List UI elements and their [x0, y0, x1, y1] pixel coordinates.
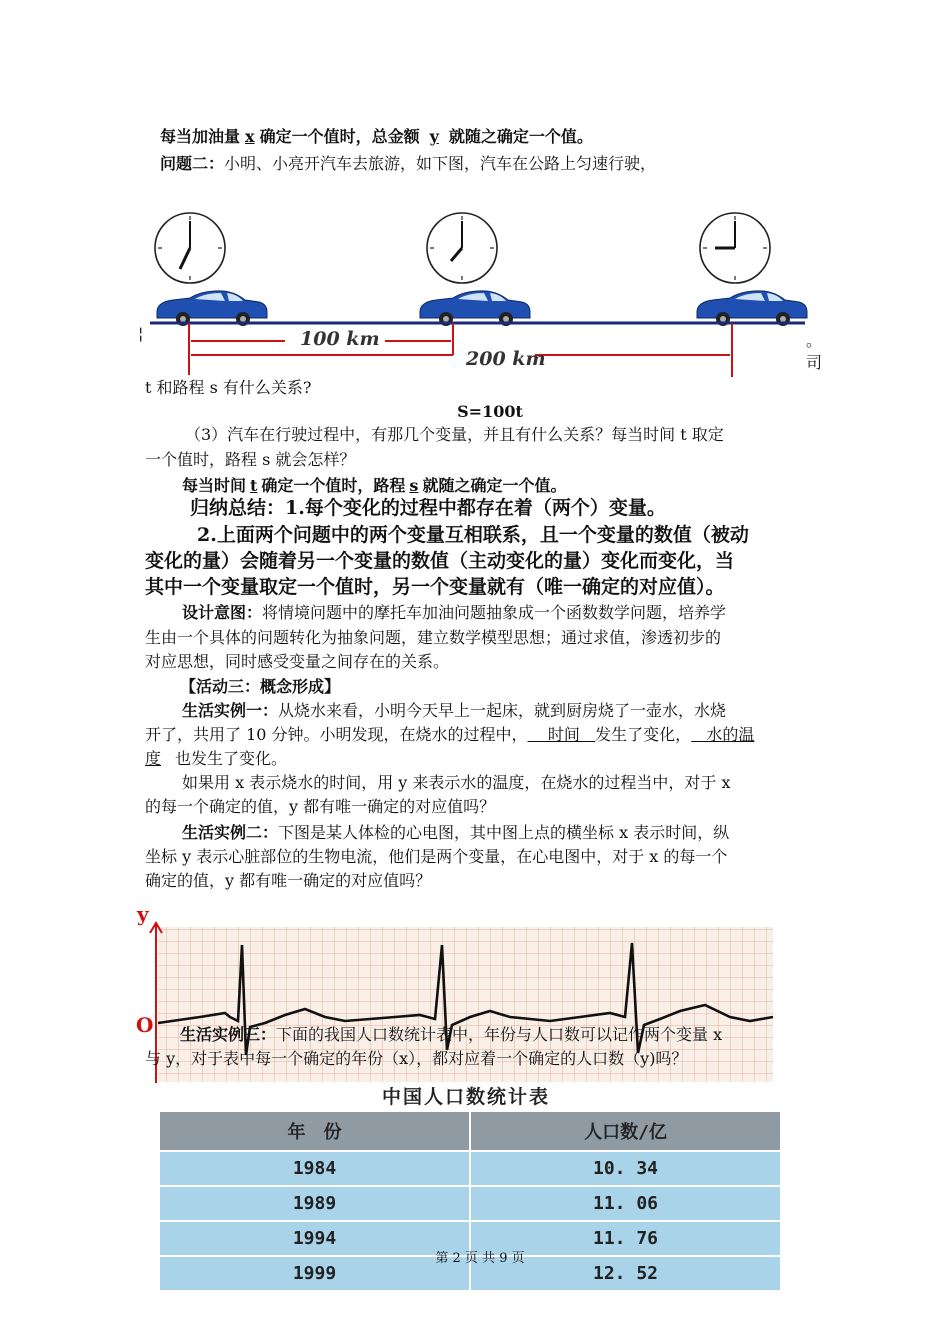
- y-axis-label: y: [137, 902, 149, 926]
- example1-line4: 如果用 x 表示烧水的时间，用 y 来表示水的温度，在烧水的过程当中，对于 x: [182, 773, 731, 792]
- question-three-line2: 一个值时，路程 s 就会怎样？: [145, 450, 356, 469]
- distance-200km: 200 km: [466, 348, 546, 370]
- example2-line1: [182, 822, 862, 844]
- example2-line3: 确定的值，y 都有唯一确定的对应值吗？: [145, 871, 432, 890]
- distance-100km: 100 km: [300, 328, 380, 350]
- table-cell: 1984: [160, 1152, 469, 1185]
- summary-line3: 变化的量）会随着另一个变量的数值（主动变化的量）变化而变化，当: [145, 550, 735, 572]
- table-cell: 11. 06: [471, 1187, 780, 1220]
- time-sentence: [182, 475, 862, 497]
- blank-temperature: 度: [145, 749, 162, 768]
- text: 发生了变化，: [595, 725, 692, 744]
- text: 也发生了变化。: [175, 749, 288, 768]
- table-cell: 11. 76: [471, 1222, 780, 1255]
- car-icon: [157, 291, 267, 326]
- var-t: t: [250, 476, 258, 495]
- design-intent-line1: [182, 602, 862, 624]
- text: 从烧水来看，小明今天早上一起床，就到厨房烧了一壶水，水烧: [278, 701, 727, 720]
- text: 将情境问题中的摩托车加油问题抽象成一个函数数学问题，培养学: [262, 603, 727, 622]
- table-cell: 10. 34: [471, 1152, 780, 1185]
- example1-line3: [145, 748, 825, 770]
- text: 每当加油量: [160, 127, 241, 146]
- summary-line4: 其中一个变量取定一个值时，另一个变量就有（唯一确定的对应值）。: [145, 576, 725, 598]
- text: 确定一个值时，路程: [261, 476, 406, 495]
- text: 就随之确定一个值。: [422, 476, 567, 495]
- table-cell: 1989: [160, 1187, 469, 1220]
- activity-heading: 【活动三：概念形成】: [180, 677, 341, 696]
- edge-fragment: 。: [806, 331, 823, 350]
- var-x: x: [245, 127, 255, 146]
- question-text: 小明、小亮开汽车去旅游，如下图，汽车在公路上匀速行驶，: [224, 154, 657, 173]
- example-label: 生活实例一：: [182, 701, 279, 720]
- clock-icon: [155, 213, 225, 283]
- page-footer: 第 2 页 共 9 页: [435, 1251, 525, 1266]
- text: 就随之确定一个值。: [448, 127, 593, 146]
- edge-fragment: 司: [806, 353, 823, 372]
- clock-icon: [700, 213, 770, 283]
- design-label: 设计意图：: [182, 603, 263, 622]
- example-label: 生活实例二：: [182, 823, 279, 842]
- table-header-row: [160, 1112, 780, 1150]
- car-icon: [697, 291, 807, 326]
- question-two: [160, 153, 840, 175]
- example3-line1: [180, 1024, 860, 1046]
- car-icon: [420, 291, 530, 326]
- example1-line1: [182, 700, 862, 722]
- example3-line2: 与 y，对于表中每一个确定的年份（x），都对应着一个确定的人口数（y)吗？: [145, 1049, 688, 1068]
- table-header-cell: 年 份: [160, 1112, 469, 1150]
- blank-temperature: 水的温: [691, 725, 755, 744]
- table-header-cell: 人口数/亿: [471, 1112, 780, 1150]
- design-intent-line3: 对应思想，同时感受变量之间存在的关系。: [145, 652, 450, 671]
- var-s: s: [409, 476, 419, 495]
- text: 每当时间: [182, 476, 247, 495]
- distance-markers: [189, 323, 732, 377]
- table-row: [160, 1152, 780, 1185]
- example2-line2: 坐标 y 表示心脏部位的生物电流，他们是两个变量，在心电图中，对于 x 的每一个: [145, 847, 728, 866]
- question-three-line1: （3）汽车在行驶过程中，有那几个变量，并且有什么关系？每当时间 t 取定: [185, 425, 724, 444]
- question-label: 问题二：: [160, 154, 225, 173]
- clock-icon: [427, 213, 497, 283]
- table-cell: 12. 52: [471, 1257, 780, 1290]
- text: 下图是某人体检的心电图，其中图上点的横坐标 x 表示时间，纵: [278, 823, 730, 842]
- example-label: 生活实例三：: [180, 1025, 277, 1044]
- table-cell: 1994: [160, 1222, 469, 1255]
- design-intent-line2: 生由一个具体的问题转化为抽象问题，建立数学模型思想；通过求值，渗透初步的: [145, 628, 722, 647]
- text: 开了，共用了 10 分钟。小明发现，在烧水的过程中，: [145, 725, 528, 744]
- table-cell: 1999: [160, 1257, 469, 1290]
- edge-fragment: ¦: [138, 324, 144, 343]
- table-row: [160, 1187, 780, 1220]
- var-y: y: [429, 127, 439, 146]
- fuel-sentence: [160, 126, 840, 148]
- table-title: 中国人口数统计表: [381, 1086, 550, 1108]
- question-text: t 和路程 s 有什么关系?: [145, 378, 312, 397]
- origin-label: O: [136, 1013, 154, 1037]
- summary-line1: 归纳总结：1.每个变化的过程中都存在着（两个）变量。: [190, 497, 666, 519]
- summary-line2: 2.上面两个问题中的两个变量互相联系，且一个变量的数值（被动: [197, 524, 749, 546]
- example1-line2: [145, 724, 825, 746]
- example1-line5: 的每一个确定的值，y 都有唯一确定的对应值吗？: [145, 797, 496, 816]
- text: 确定一个值时，总金额: [259, 127, 420, 146]
- blank-time: 时间: [527, 725, 596, 744]
- formula: S=100t: [457, 402, 523, 421]
- text: 下面的我国人口数统计表中，年份与人口数可以记作两个变量 x: [276, 1025, 723, 1044]
